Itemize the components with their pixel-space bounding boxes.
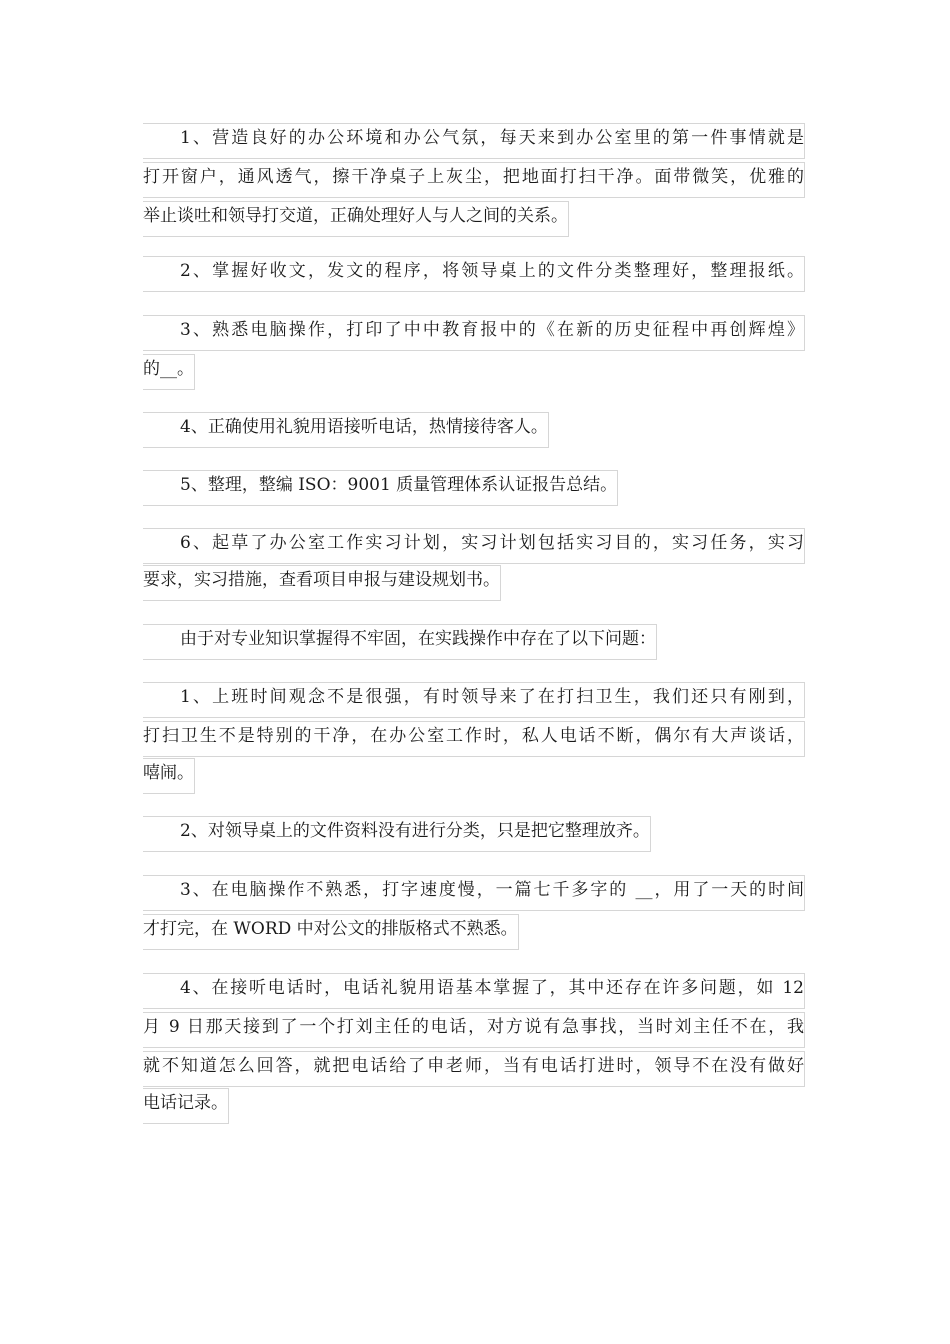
- text-line: 3、熟悉电脑操作，打印了中中教育报中的《在新的历史征程中再创辉煌》: [143, 315, 805, 351]
- text-line: 4、在接听电话时，电话礼貌用语基本掌握了，其中还存在许多问题，如 12: [143, 973, 805, 1009]
- text-line: 3、在电脑操作不熟悉，打字速度慢，一篇七千多字的 __，用了一天的时间: [143, 875, 805, 911]
- text-line: 才打完，在 WORD 中对公文的排版格式不熟悉。: [143, 914, 519, 950]
- text-line: 1、上班时间观念不是很强，有时领导来了在打扫卫生，我们还只有刚到，: [143, 682, 805, 718]
- text-line: 2、掌握好收文，发文的程序，将领导桌上的文件分类整理好，整理报纸。: [143, 256, 805, 292]
- text-line: 月 9 日那天接到了一个打刘主任的电话，对方说有急事找，当时刘主任不在，我: [143, 1012, 805, 1048]
- text-line: 6、起草了办公室工作实习计划，实习计划包括实习目的，实习任务，实习: [143, 528, 805, 564]
- text-line: 的__。: [143, 354, 195, 390]
- text-line: 要求，实习措施，查看项目申报与建设规划书。: [143, 565, 501, 601]
- text-line: 打扫卫生不是特别的干净，在办公室工作时，私人电话不断，偶尔有大声谈话，: [143, 721, 805, 757]
- text-line: 2、对领导桌上的文件资料没有进行分类，只是把它整理放齐。: [143, 816, 651, 852]
- text-line: 由于对专业知识掌握得不牢固，在实践操作中存在了以下问题：: [143, 624, 657, 660]
- text-line: 电话记录。: [143, 1088, 229, 1124]
- text-line: 举止谈吐和领导打交道，正确处理好人与人之间的关系。: [143, 201, 569, 237]
- text-line: 4、正确使用礼貌用语接听电话，热情接待客人。: [143, 412, 549, 448]
- text-line: 1、营造良好的办公环境和办公气氛，每天来到办公室里的第一件事情就是: [143, 123, 805, 159]
- text-line: 就不知道怎么回答，就把电话给了申老师，当有电话打进时，领导不在没有做好: [143, 1051, 805, 1087]
- text-line: 打开窗户，通风透气，擦干净桌子上灰尘，把地面打扫干净。面带微笑，优雅的: [143, 162, 805, 198]
- text-line: 5、整理，整编 ISO：9001 质量管理体系认证报告总结。: [143, 470, 618, 506]
- text-line: 嘻闹。: [143, 758, 195, 794]
